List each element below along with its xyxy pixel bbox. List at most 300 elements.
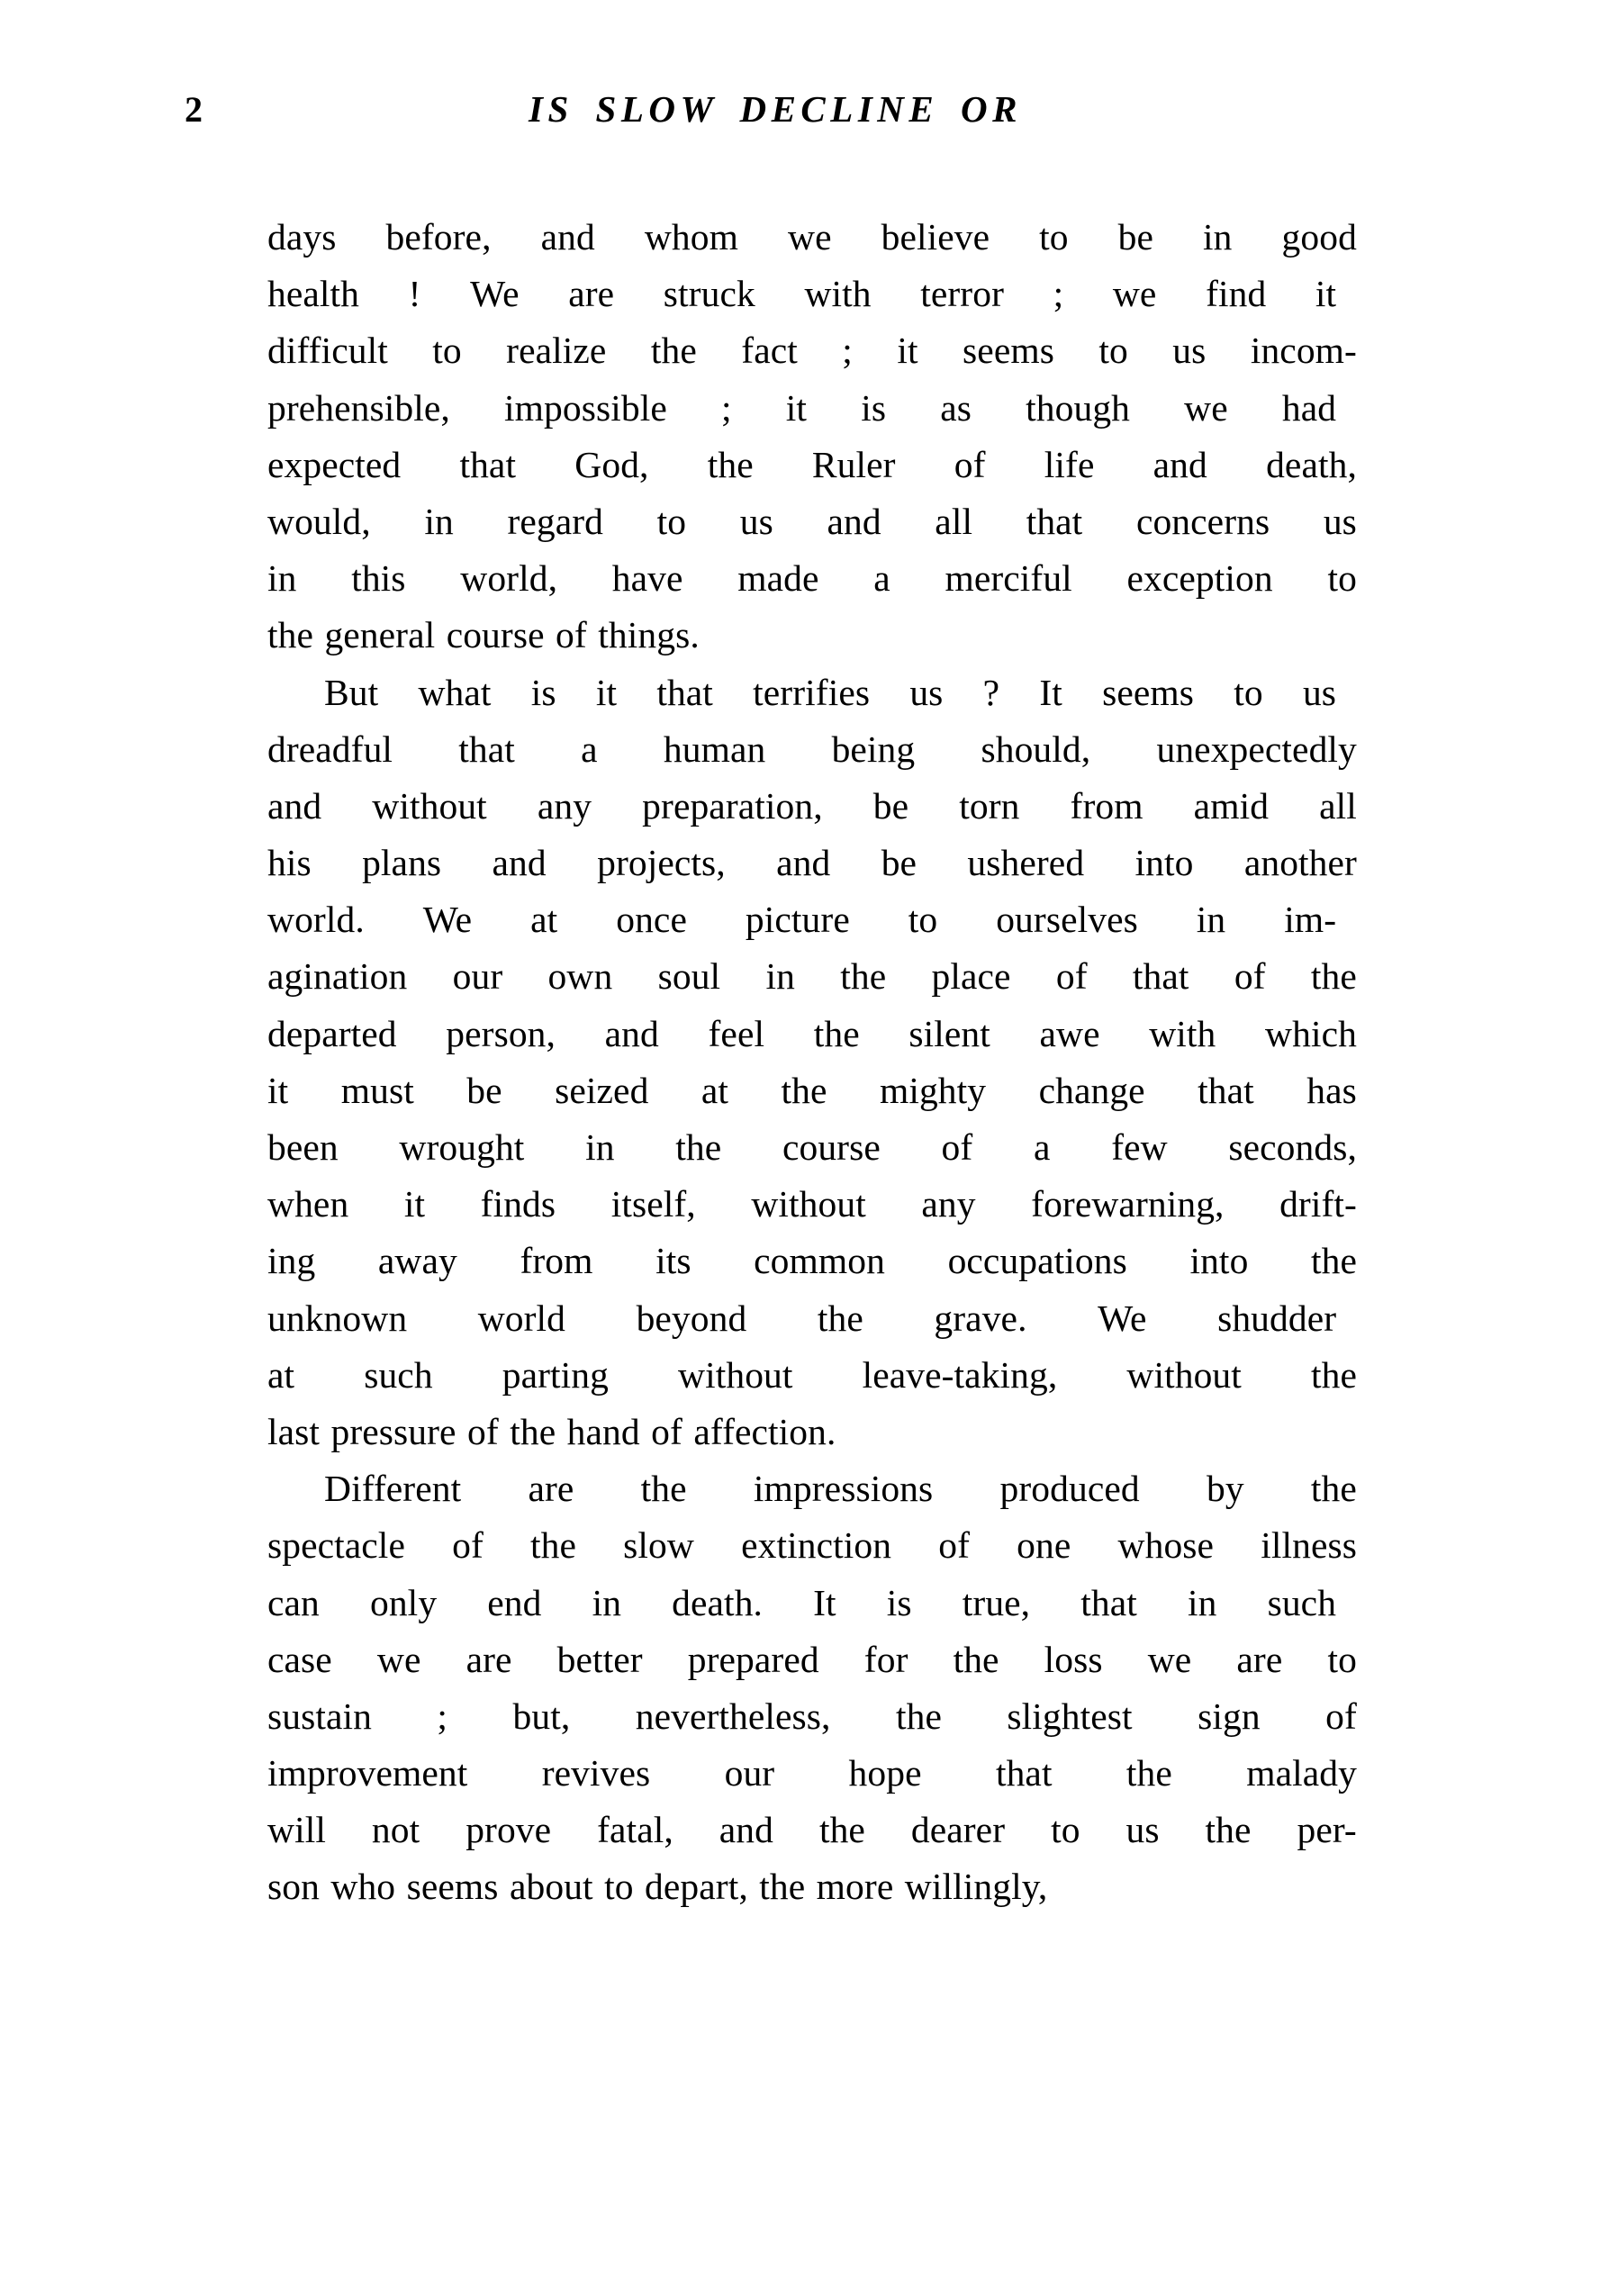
word: we: [1112, 273, 1157, 315]
word: difficult: [267, 330, 388, 372]
text-line: [267, 1119, 1357, 1176]
word: before,: [385, 216, 492, 258]
word: is: [886, 1581, 912, 1623]
text-line: [267, 493, 1357, 550]
word: and: [719, 1809, 773, 1851]
word: to: [656, 500, 687, 542]
word: seems: [963, 330, 1054, 372]
word: general: [324, 614, 436, 656]
word: spectacle: [267, 1524, 405, 1567]
word: the: [1310, 1240, 1357, 1282]
word: It: [1039, 671, 1062, 713]
word: good: [1281, 216, 1357, 258]
word: leave-taking,: [862, 1353, 1058, 1396]
word: mighty: [879, 1069, 987, 1111]
word: must: [340, 1069, 414, 1111]
word: course: [446, 614, 545, 656]
word: seems: [1102, 671, 1195, 713]
word: beyond: [636, 1297, 747, 1339]
word: im-: [1284, 899, 1337, 941]
word: amid: [1193, 784, 1270, 827]
word: fact: [741, 330, 798, 372]
word: ;: [437, 1695, 448, 1737]
word: in: [592, 1581, 622, 1623]
text-line: [267, 607, 1357, 664]
word: We: [422, 899, 473, 941]
word: We: [1098, 1297, 1147, 1339]
word: the: [1310, 1468, 1357, 1510]
word: true,: [962, 1581, 1031, 1623]
word: awe: [1039, 1012, 1100, 1054]
word: days: [267, 216, 337, 258]
word: had: [1281, 386, 1337, 429]
word: we: [1184, 386, 1228, 429]
word: in: [585, 1126, 615, 1168]
word: to: [1327, 1638, 1357, 1680]
word: more: [816, 1866, 894, 1908]
word: for: [863, 1638, 908, 1680]
word: common: [754, 1240, 885, 1282]
word: willingly,: [904, 1866, 1048, 1908]
word: forewarning,: [1031, 1183, 1225, 1225]
word: prove: [466, 1809, 552, 1851]
word: us: [1172, 330, 1207, 372]
word: such: [364, 1353, 433, 1396]
word: death,: [1266, 443, 1357, 485]
word: plans: [362, 842, 442, 884]
word: what: [418, 671, 492, 713]
word: would,: [267, 500, 371, 542]
word: of: [1325, 1695, 1357, 1737]
word: drift-: [1279, 1183, 1357, 1225]
text-line: [267, 1802, 1357, 1858]
text-line: [267, 1745, 1357, 1802]
word: that: [459, 443, 517, 485]
word: few: [1111, 1126, 1168, 1168]
word: whose: [1117, 1524, 1215, 1567]
text-line: [267, 266, 1357, 322]
body-text-block: [267, 209, 1357, 1916]
word: prepared: [687, 1638, 819, 1680]
word: to: [1039, 216, 1069, 258]
word: But: [324, 671, 379, 713]
word: wrought: [399, 1126, 525, 1168]
word: without: [751, 1183, 866, 1225]
word: from: [520, 1240, 593, 1282]
word: into: [1134, 842, 1194, 884]
word: per-: [1297, 1809, 1357, 1851]
text-line: [267, 437, 1357, 493]
word: the: [813, 1012, 860, 1054]
word: terror: [920, 273, 1004, 315]
word: and: [827, 500, 881, 542]
word: the: [640, 1468, 687, 1510]
word: us: [1323, 500, 1357, 542]
word: be: [1117, 216, 1154, 258]
text-line: [267, 1858, 1357, 1915]
word: with: [1149, 1012, 1216, 1054]
word: sign: [1198, 1695, 1261, 1737]
word: a: [1034, 1126, 1051, 1168]
paragraph: [267, 1460, 1357, 1916]
word: realize: [506, 330, 607, 372]
word: but,: [512, 1695, 571, 1737]
word: son: [267, 1866, 320, 1908]
word: the: [675, 1126, 722, 1168]
word: the: [650, 330, 697, 372]
text-line: [267, 1688, 1357, 1745]
word: loss: [1044, 1638, 1103, 1680]
text-line: [267, 1062, 1357, 1119]
word: produced: [999, 1468, 1140, 1510]
word: that: [1198, 1069, 1254, 1111]
text-line: [267, 948, 1357, 1005]
word: place: [931, 955, 1011, 998]
word: any: [537, 784, 592, 827]
word: affection.: [693, 1410, 836, 1452]
word: impressions: [753, 1468, 934, 1510]
word: soul: [657, 955, 721, 998]
word: that: [1080, 1581, 1137, 1623]
word: should,: [981, 728, 1091, 770]
word: that: [458, 728, 515, 770]
word: the: [1310, 1353, 1357, 1396]
word: from: [1070, 784, 1143, 827]
word: who: [330, 1866, 396, 1908]
word: to: [1051, 1809, 1080, 1851]
word: the: [1205, 1809, 1252, 1851]
word: at: [530, 899, 558, 941]
word: this: [351, 557, 406, 600]
word: our: [452, 955, 503, 998]
word: its: [655, 1240, 691, 1282]
text-line: [267, 1176, 1357, 1233]
word: ;: [721, 386, 732, 429]
word: incom-: [1250, 330, 1357, 372]
text-line: [267, 1575, 1357, 1632]
word: ushered: [967, 842, 1085, 884]
paragraph: [267, 664, 1357, 1461]
word: is: [861, 386, 887, 429]
word: world: [477, 1297, 566, 1339]
word: in: [424, 500, 454, 542]
text-line: [267, 380, 1357, 437]
word: death.: [672, 1581, 764, 1623]
word: are: [466, 1638, 512, 1680]
word: God,: [574, 443, 649, 485]
word: us: [739, 500, 773, 542]
word: another: [1243, 842, 1357, 884]
word: are: [1236, 1638, 1283, 1680]
text-line: [267, 322, 1357, 379]
word: own: [547, 955, 613, 998]
word: it: [595, 671, 618, 713]
word: to: [604, 1866, 634, 1908]
word: believe: [881, 216, 990, 258]
word: our: [724, 1752, 775, 1794]
word: of: [938, 1524, 971, 1567]
word: last: [267, 1410, 321, 1452]
word: seconds,: [1228, 1126, 1357, 1168]
text-line: [267, 1233, 1357, 1289]
word: depart,: [645, 1866, 748, 1908]
word: slow: [623, 1524, 694, 1567]
text-line: [267, 550, 1357, 607]
word: we: [1147, 1638, 1192, 1680]
word: been: [267, 1126, 339, 1168]
word: concerns: [1135, 500, 1270, 542]
word: will: [267, 1809, 326, 1851]
text-line: [267, 664, 1357, 721]
word: health: [267, 273, 359, 315]
word: of: [1234, 955, 1266, 998]
word: the: [895, 1695, 942, 1737]
word: person,: [446, 1012, 556, 1054]
word: slightest: [1007, 1695, 1133, 1737]
word: has: [1306, 1069, 1357, 1111]
word: a: [873, 557, 890, 600]
word: the: [953, 1638, 999, 1680]
text-line: [267, 209, 1357, 266]
word: the: [759, 1866, 806, 1908]
word: us: [909, 671, 944, 713]
word: the: [781, 1069, 827, 1111]
word: We: [470, 273, 520, 315]
word: when: [267, 1183, 349, 1225]
word: to: [908, 899, 938, 941]
word: ing: [267, 1240, 316, 1282]
word: be: [872, 784, 909, 827]
word: the: [840, 955, 887, 998]
word: it: [1315, 273, 1337, 315]
word: occupations: [947, 1240, 1127, 1282]
word: any: [921, 1183, 976, 1225]
word: and: [540, 216, 595, 258]
word: as: [940, 386, 972, 429]
word: nevertheless,: [635, 1695, 831, 1737]
text-line: [267, 1632, 1357, 1688]
word: !: [408, 273, 421, 315]
word: of: [452, 1524, 484, 1567]
word: seems: [406, 1866, 499, 1908]
word: in: [1188, 1581, 1217, 1623]
word: extinction: [741, 1524, 892, 1567]
word: a: [581, 728, 598, 770]
word: it: [267, 1069, 289, 1111]
text-line: [267, 1460, 1357, 1517]
word: can: [267, 1581, 320, 1623]
word: at: [701, 1069, 729, 1111]
word: that: [1026, 500, 1083, 542]
word: world.: [267, 899, 365, 941]
word: projects,: [597, 842, 726, 884]
word: improvement: [267, 1752, 468, 1794]
word: It: [813, 1581, 836, 1623]
word: of: [467, 1410, 499, 1452]
text-line: [267, 1347, 1357, 1404]
word: all: [935, 500, 973, 542]
running-head-title: IS SLOW DECLINE OR: [529, 88, 1022, 130]
word: and: [604, 1012, 659, 1054]
word: fatal,: [597, 1809, 673, 1851]
word: his: [267, 842, 312, 884]
word: human: [663, 728, 766, 770]
word: which: [1265, 1012, 1357, 1054]
word: unknown: [267, 1297, 408, 1339]
word: prehensible,: [267, 386, 450, 429]
word: to: [432, 330, 462, 372]
word: of: [651, 1410, 682, 1452]
word: departed: [267, 1012, 397, 1054]
word: it: [403, 1183, 426, 1225]
word: ;: [842, 330, 853, 372]
word: Ruler: [811, 443, 896, 485]
word: be: [466, 1069, 502, 1111]
word: away: [377, 1240, 457, 1282]
word: made: [737, 557, 819, 600]
word: in: [267, 557, 297, 600]
word: hope: [848, 1752, 922, 1794]
text-line: [267, 835, 1357, 891]
word: though: [1026, 386, 1131, 429]
word: unexpectedly: [1156, 728, 1357, 770]
text-line: [267, 1290, 1357, 1347]
word: find: [1206, 273, 1267, 315]
word: us: [1302, 671, 1337, 713]
text-line: [267, 1404, 1357, 1460]
word: things.: [598, 614, 700, 656]
word: sustain: [267, 1695, 372, 1737]
word: ;: [1053, 273, 1064, 315]
word: parting: [502, 1353, 609, 1396]
word: without: [1126, 1353, 1242, 1396]
word: preparation,: [642, 784, 823, 827]
word: revives: [541, 1752, 651, 1794]
word: of: [1055, 955, 1088, 998]
word: ourselves: [996, 899, 1138, 941]
page-number: 2: [185, 89, 203, 130]
word: silent: [908, 1012, 990, 1054]
word: about: [509, 1866, 593, 1908]
word: have: [611, 557, 683, 600]
word: in: [765, 955, 795, 998]
word: the: [510, 1410, 556, 1452]
word: grave.: [934, 1297, 1027, 1339]
text-line: [267, 778, 1357, 835]
word: all: [1319, 784, 1357, 827]
word: by: [1206, 1468, 1244, 1510]
word: life: [1044, 443, 1095, 485]
word: picture: [745, 899, 850, 941]
word: to: [1234, 671, 1263, 713]
word: us: [1125, 1809, 1160, 1851]
text-line: [267, 1517, 1357, 1574]
word: better: [556, 1638, 643, 1680]
word: shudder: [1217, 1297, 1337, 1339]
word: to: [1098, 330, 1128, 372]
text-line: [267, 1006, 1357, 1062]
word: course: [782, 1126, 881, 1168]
word: the: [707, 443, 754, 485]
word: are: [528, 1468, 574, 1510]
word: with: [804, 273, 872, 315]
word: once: [616, 899, 687, 941]
word: in: [1196, 899, 1226, 941]
word: illness: [1261, 1524, 1357, 1567]
word: not: [371, 1809, 420, 1851]
paragraph: [267, 209, 1357, 664]
word: the: [530, 1524, 577, 1567]
word: without: [678, 1353, 793, 1396]
word: without: [372, 784, 487, 827]
word: the: [817, 1297, 863, 1339]
word: torn: [959, 784, 1020, 827]
word: impossible: [504, 386, 667, 429]
word: end: [487, 1581, 542, 1623]
word: it: [897, 330, 918, 372]
word: finds: [480, 1183, 556, 1225]
word: the: [818, 1809, 865, 1851]
word: and: [776, 842, 831, 884]
word: dearer: [910, 1809, 1006, 1851]
word: hand: [566, 1410, 640, 1452]
word: of: [954, 443, 986, 485]
word: ?: [982, 671, 1000, 713]
word: that: [656, 671, 713, 713]
word: malady: [1246, 1752, 1357, 1794]
word: Different: [324, 1468, 462, 1510]
word: to: [1327, 557, 1357, 600]
word: merciful: [945, 557, 1072, 600]
word: feel: [708, 1012, 765, 1054]
word: expected: [267, 443, 402, 485]
word: at: [267, 1353, 295, 1396]
word: it: [785, 386, 808, 429]
word: whom: [644, 216, 738, 258]
word: regard: [507, 500, 604, 542]
word: and: [492, 842, 547, 884]
word: change: [1038, 1069, 1145, 1111]
word: seized: [555, 1069, 649, 1111]
word: the: [267, 614, 313, 656]
word: agination: [267, 955, 408, 998]
word: pressure: [330, 1410, 456, 1452]
word: is: [530, 671, 556, 713]
word: in: [1203, 216, 1233, 258]
word: that: [1132, 955, 1189, 998]
word: struck: [663, 273, 755, 315]
word: case: [267, 1638, 332, 1680]
word: of: [556, 614, 587, 656]
word: such: [1267, 1581, 1337, 1623]
text-line: [267, 721, 1357, 778]
word: we: [788, 216, 832, 258]
word: terrifies: [753, 671, 871, 713]
word: the: [1125, 1752, 1172, 1794]
word: dreadful: [267, 728, 393, 770]
word: the: [1310, 955, 1357, 998]
word: only: [369, 1581, 438, 1623]
word: being: [831, 728, 916, 770]
word: be: [881, 842, 917, 884]
word: and: [267, 784, 322, 827]
word: that: [995, 1752, 1053, 1794]
word: one: [1017, 1524, 1071, 1567]
word: are: [568, 273, 615, 315]
word: and: [1152, 443, 1207, 485]
word: into: [1189, 1240, 1249, 1282]
word: exception: [1126, 557, 1273, 600]
